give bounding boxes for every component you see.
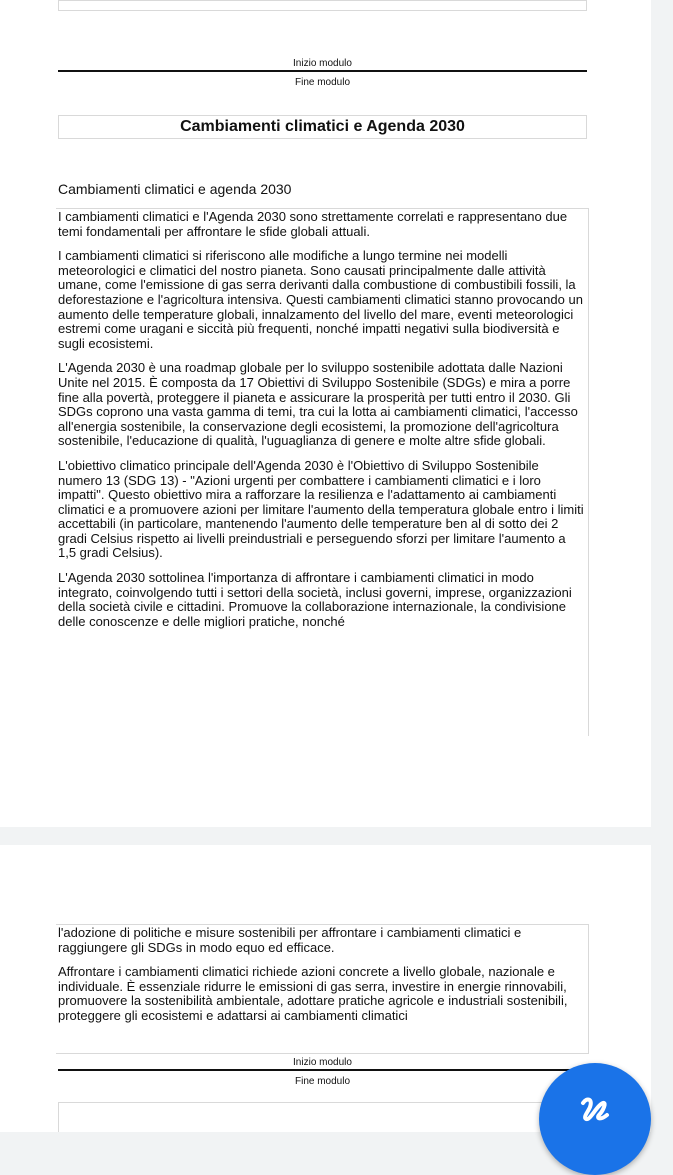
- annotate-button[interactable]: [539, 1063, 651, 1175]
- form-start-label: Inizio modulo: [293, 1057, 352, 1068]
- form-start-label: Inizio modulo: [293, 58, 352, 69]
- form-divider: [58, 70, 587, 72]
- paragraph: Affrontare i cambiamenti climatici richiede azioni concrete a livello globale, nazionale e individuale. È essenziale ridurre le emissioni di gas serra, investire in energie rinnovabili, promuovere la sostenibilità ambientale, adottare pratiche agricole e industriali sostenibili, proteggere gli ecosistemi e adattarsi ai cambiamenti climatici: [58, 964, 568, 1023]
- handwriting-icon: [577, 1093, 613, 1133]
- form-end-label: Fine modulo: [294, 1076, 351, 1087]
- text-frame-page-2[interactable]: [56, 924, 589, 1054]
- paragraph: l'adozione di politiche e misure sostenibili per affrontare i cambiamenti climatici e raggiungere gli SDGs in modo equo ed efficace.: [58, 925, 522, 955]
- paragraph: L'Agenda 2030 sottolinea l'importanza di affrontare i cambiamenti climatici in modo integrato, coinvolgendo tutti i settori della società, inclusi governi, imprese, organizzazioni della società civile e cittadini. Promuove la collaborazione internazionale, la condivisione delle conoscenze e delle migliori pratiche, nonché: [58, 570, 572, 629]
- form-divider: [58, 1069, 587, 1071]
- empty-form-field[interactable]: [58, 1102, 587, 1132]
- document-title: Cambiamenti climatici e Agenda 2030: [58, 115, 587, 139]
- paragraph: L'Agenda 2030 è una roadmap globale per lo sviluppo sostenibile adottata dalle Nazioni Unite nel 2015. È composta da 17 Obiettivi di Sviluppo Sostenibile (SDGs) e mira a porre fine alla povertà, proteggere il pianeta e assicurare la prosperità per tutti entro il 2030. Gli SDGs coprono una vasta gamma di temi, tra cui la lotta ai cambiamenti climatici, l'accesso all'energia sostenibile, la conservazione degli ecosistemi, la promozione dell'agricoltura sostenibile, l'educazione di qualità, l'uguaglianza di genere e molte altre sfide globali.: [58, 360, 578, 449]
- form-end-label: Fine modulo: [294, 77, 351, 88]
- text-frame-page-1[interactable]: [56, 208, 589, 736]
- paragraph: L'obiettivo climatico principale dell'Agenda 2030 è l'Obiettivo di Sviluppo Sostenibile numero 13 (SDG 13) - "Azioni urgenti per combattere i cambiamenti climatici e i loro impatti". Questo obiettivo mira a rafforzare la resilienza e l'adattamento ai cambiamenti climatici e a promuovere azioni per limitare l'aumento della temperatura globale entro i limiti accettabili (in particolare, mantenendo l'aumento delle temperature ben al di sotto dei 2 gradi Celsius rispetto ai livelli preindustriali e perseguendo sforzi per limitare l'aumento a 1,5 gradi Celsius).: [58, 457, 584, 561]
- empty-form-field[interactable]: [58, 0, 587, 11]
- paragraph: I cambiamenti climatici e l'Agenda 2030 sono strettamente correlati e rappresentano due temi fondamentali per affrontare le sfide globali attuali.: [58, 209, 568, 239]
- document-subtitle: Cambiamenti climatici e agenda 2030: [58, 181, 292, 197]
- paragraph: I cambiamenti climatici si riferiscono alle modifiche a lungo termine nei modelli meteorologici e climatici del nostro pianeta. Sono causati principalmente dalle attività umane, come l'emissione di gas serra derivanti dalla combustione di combustibili fossili, la deforestazione e l'agricoltura intensiva. Questi cambiamenti climatici stanno provocando un aumento delle temperature globali, innalzamento del livello del mare, eventi meteorologici estremi come uragani e siccità più frequenti, nonché impatti negativi sulla biodiversità e sugli ecosistemi.: [58, 248, 583, 351]
